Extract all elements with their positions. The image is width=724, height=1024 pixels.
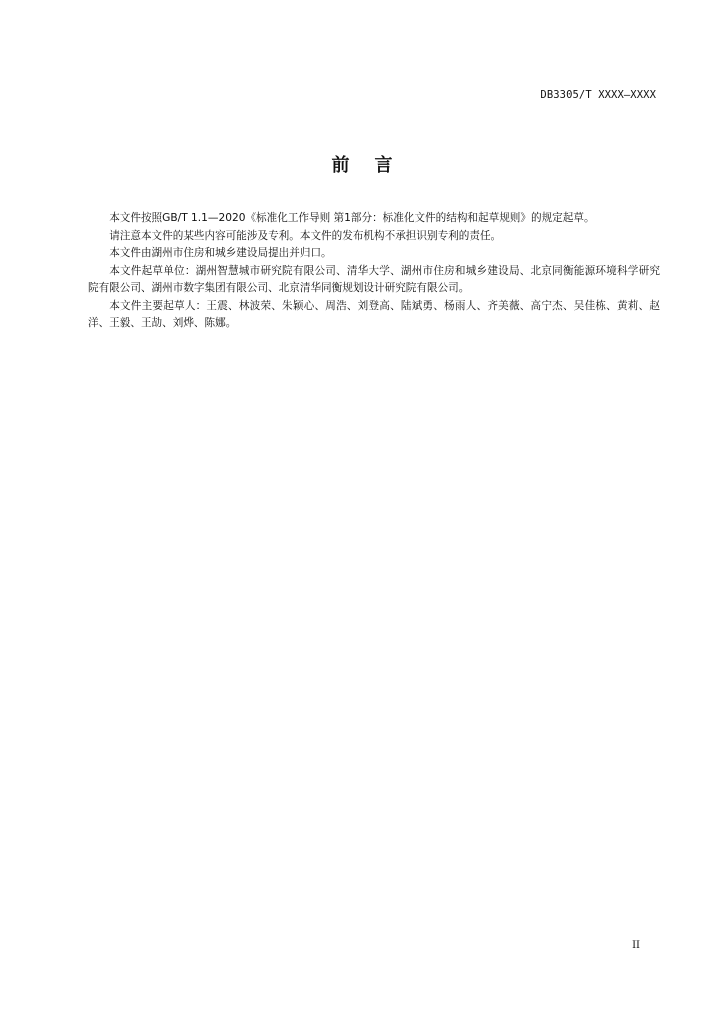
paragraph-standard-basis: 本文件按照GB/T 1.1—2020《标准化工作导则 第1部分：标准化文件的结构和起草规则》的规定起草。 — [109, 212, 595, 224]
paragraph-drafting-units: 本文件起草单位：湖州智慧城市研究院有限公司、清华大学、湖州市住房和城乡建设局、北京同衡能源环境科学研究院有限公司、湖州市数字集团有限公司、北京清华同衡规划设计研究院有限公司。 — [88, 264, 660, 294]
page-title: 前 言 — [331, 155, 393, 176]
paragraph-patent-notice: 请注意本文件的某些内容可能涉及专利。本文件的发布机构不承担识别专利的责任。 — [109, 229, 502, 242]
document-code: DB3305/T XXXX—XXXX — [540, 89, 656, 101]
paragraph-drafters: 本文件主要起草人：王震、林波荣、朱颖心、周浩、刘登高、陆斌勇、杨雨人、齐美薇、高宁杰、吴佳栋、黄莉、赵洋、王毅、王劼、刘烨、陈娜。 — [88, 299, 660, 329]
page-number: II — [632, 940, 640, 951]
foreword-body — [88, 210, 660, 333]
paragraph-proposer: 本文件由湖州市住房和城乡建设局提出并归口。 — [109, 247, 332, 259]
